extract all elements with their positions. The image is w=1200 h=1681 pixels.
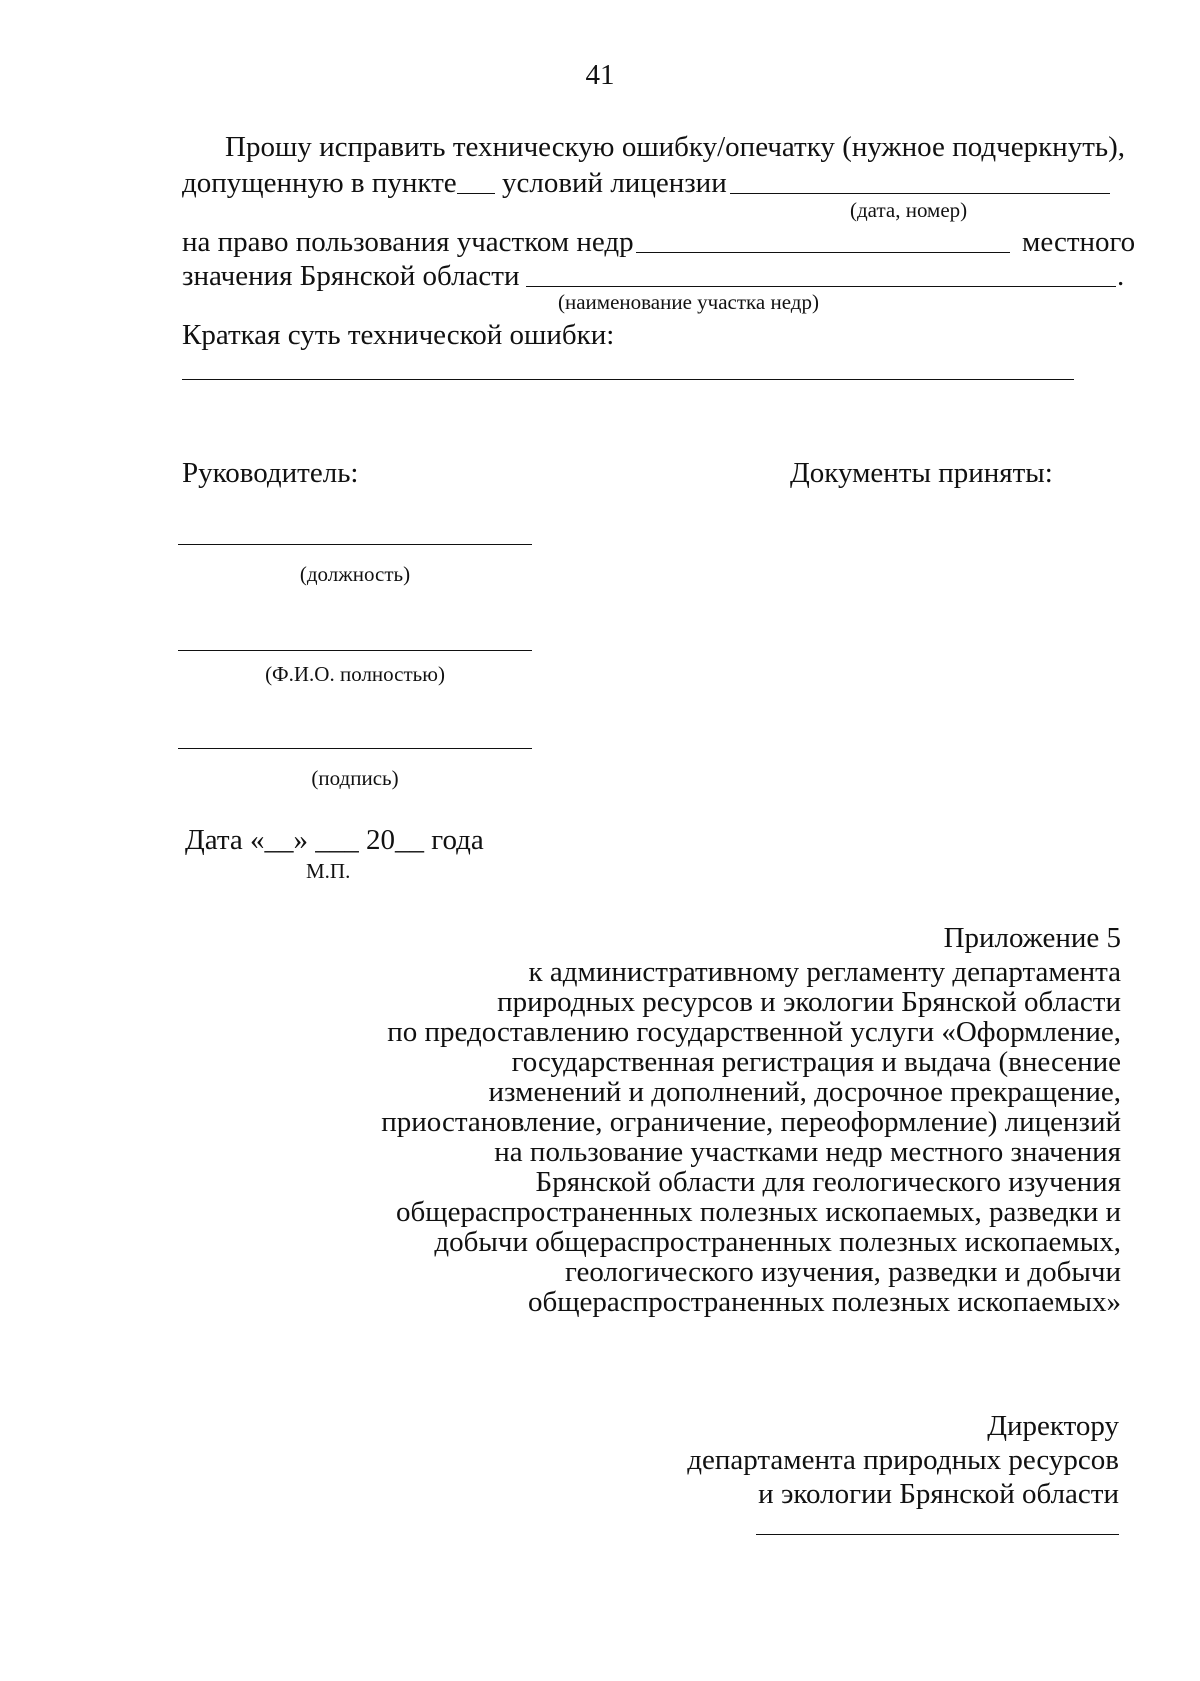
appendix-line: к административному регламенту департамента [528,956,1121,988]
request-line-3-end: местного [1022,226,1136,258]
request-line-3-start: на право пользования участком недр [182,226,634,258]
caption-date-number: (дата, номер) [850,198,968,222]
request-line-5: Краткая суть технической ошибки: [182,319,615,351]
addressee-line: департамента природных ресурсов [687,1444,1119,1476]
clause-number-blank [457,193,495,194]
director-name-blank [756,1534,1119,1535]
fullname-blank [178,650,532,651]
site-name-blank [526,286,1116,287]
signature-caption: (подпись) [311,766,399,790]
date-line: Дата «__» ___ 20__ года [185,824,484,856]
appendix-line: на пользование участками недр местного значения [494,1136,1121,1168]
request-line-2-end: условий лицензии [502,167,727,199]
request-line-4-end: . [1117,260,1125,292]
error-description-blank [182,379,1074,380]
appendix-line: изменений и дополнений, досрочное прекращение, [488,1076,1121,1108]
head-label: Руководитель: [182,457,359,489]
license-date-number-blank [730,193,1110,194]
appendix-line: Брянской области для геологического изучения [535,1166,1121,1198]
request-line-4-start: значения Брянской области [182,260,520,292]
appendix-line: государственная регистрация и выдача (внесение [511,1046,1121,1078]
documents-received-label: Документы приняты: [790,457,1053,489]
page-number: 41 [585,59,615,91]
subsoil-site-blank [636,252,1010,253]
addressee-line: Директору [987,1410,1119,1442]
stamp-label: М.П. [306,859,351,883]
signature-blank [178,748,532,749]
appendix-line: природных ресурсов и экологии Брянской области [497,986,1121,1018]
appendix-line: общераспространенных полезных ископаемых» [527,1286,1121,1318]
appendix-line: общераспространенных полезных ископаемых, разведки и [396,1196,1121,1228]
fullname-caption: (Ф.И.О. полностью) [265,662,445,686]
appendix-line: по предоставлению государственной услуги «Оформление, [387,1016,1121,1048]
position-blank [178,544,532,545]
request-line-2-start: допущенную в пункте [182,167,457,199]
appendix-title: Приложение 5 [943,922,1121,954]
appendix-line: геологического изучения, разведки и добычи [565,1256,1121,1288]
appendix-line: добычи общераспространенных полезных ископаемых, [434,1226,1121,1258]
appendix-line: приостановление, ограничение, переоформление) лицензий [381,1106,1121,1138]
request-line-1: Прошу исправить техническую ошибку/опечатку (нужное подчеркнуть), [225,131,1125,163]
addressee-line: и экологии Брянской области [758,1478,1119,1510]
caption-site-name: (наименование участка недр) [558,290,819,314]
position-caption: (должность) [299,562,411,586]
